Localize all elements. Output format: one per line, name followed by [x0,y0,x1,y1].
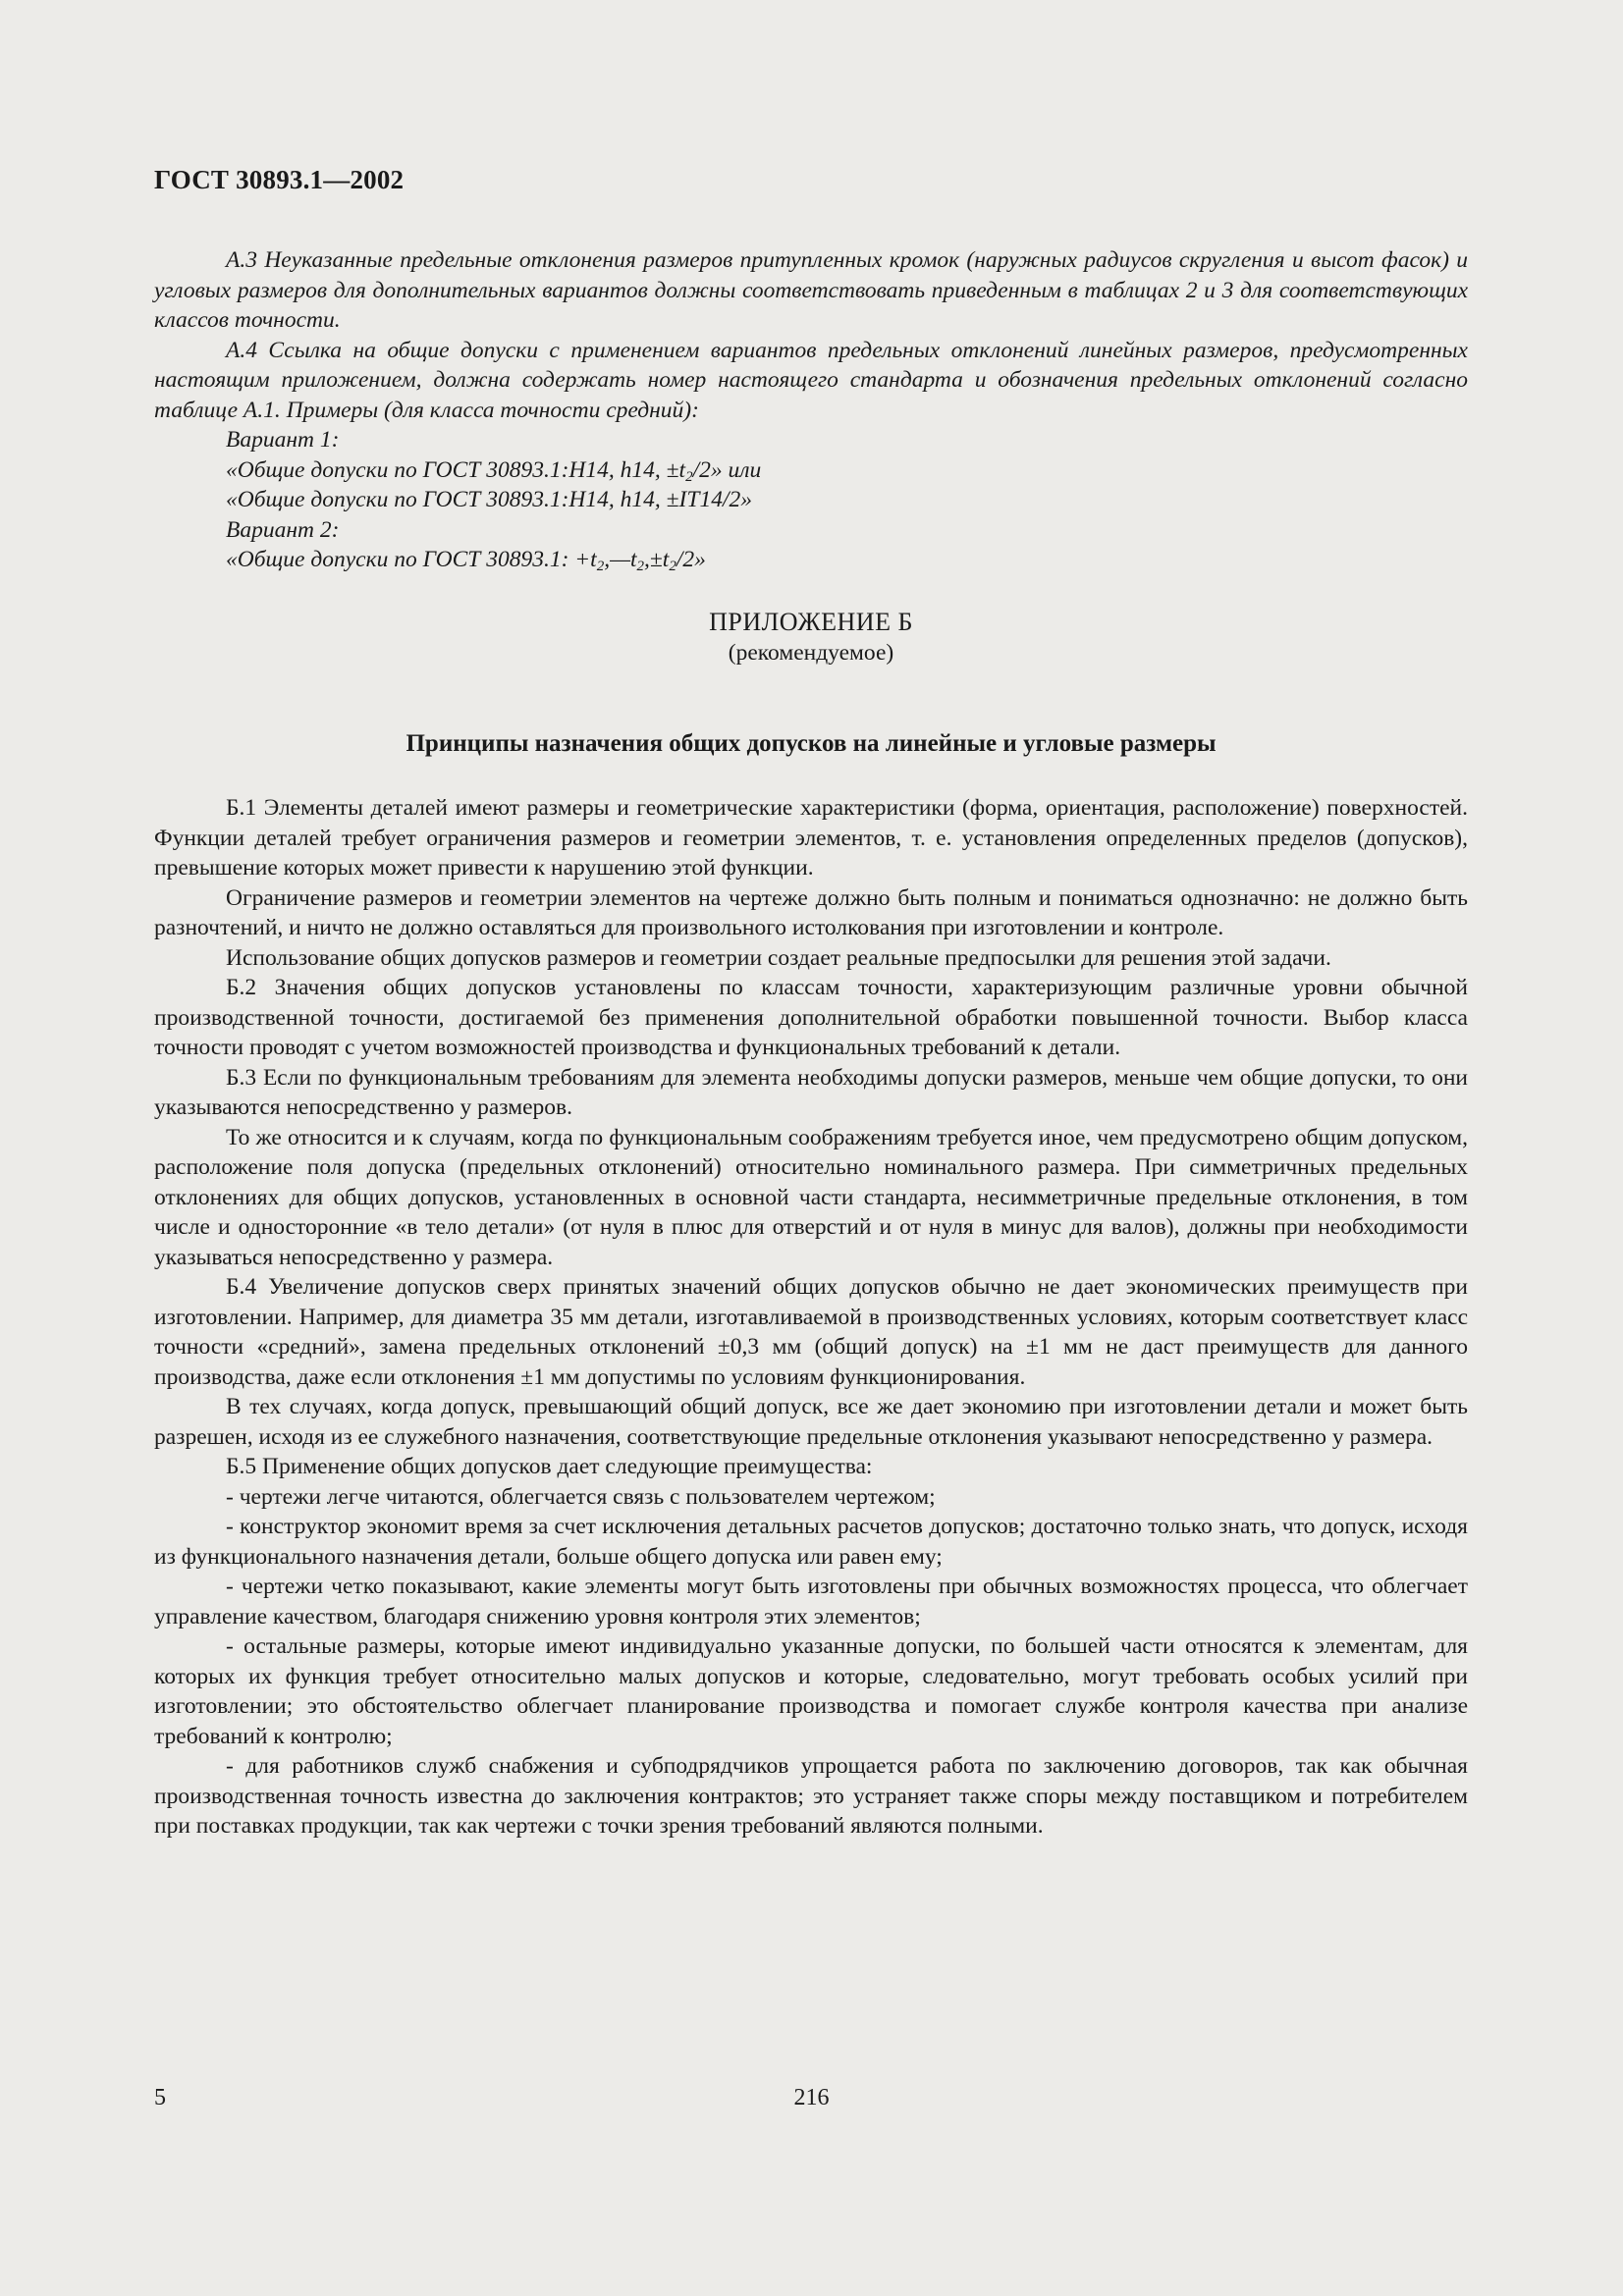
appendix-b-title: ПРИЛОЖЕНИЕ Б [709,608,913,636]
paragraph-b3: Б.3 Если по функциональным требованиям для элемента необходимы допуски размеров, меньше чем общие допуски, то они указываются непосредственно у размеров. [154,1064,1468,1120]
paragraph-a4: А.4 Ссылка на общие допуски с применением вариантов предельных отклонений линейных размеров, предусмотренных настоящим приложением, должна содержать номер настоящего стандарта и обозначения предельных отклонений согласно таблице А.1. Примеры (для класса точности средний): [154,337,1468,423]
variant-2-label: Вариант 2: [226,516,340,543]
list-item: - чертежи легче читаются, облегчается связь с пользователем чертежом; [226,1483,936,1510]
variant-1-label: Вариант 1: [226,427,340,453]
paragraph-b4: Б.4 Увеличение допусков сверх принятых значений общих допусков обычно не дает экономических преимуществ при изготовлении. Например, для диаметра 35 мм детали, изготавливаемой в производственных условиях, которым соответствует класс точности «средний», замена предельных отклонений ±0,3 мм (общий допуск) на ±1 мм не даст преимуществ для данного производства, даже если отклонения ±1 мм допустимы по условиям функционирования. [154,1274,1468,1390]
list-item: - для работников служб снабжения и субподрядчиков упрощается работа по заключению договоров, так как обычная производственная точность известна до заключения контрактов; это устраняет также споры между поставщиком и потребителем при поставках продукции, так как чертежи с точки зрения требований являются полными. [154,1753,1468,1839]
variant-1-example-1: «Общие допуски по ГОСТ 30893.1:Н14, h14, $\pm t_2/2$» или [226,456,762,485]
page-number-left: 5 [154,2085,166,2110]
appendix-b-body [154,793,1468,1842]
appendix-a-continuation [154,245,1468,575]
section-title: Принципы назначения общих допусков на линейные и угловые размеры [406,730,1217,757]
paragraph: В тех случаях, когда допуск, превышающий общий допуск, все же дает экономию при изготовлении детали и может быть разрешен, исходя из ее служебного назначения, соответствующие предельные отклонения указывают непосредственно у размера. [154,1394,1468,1450]
list-item: - конструктор экономит время за счет исключения детальных расчетов допусков; достаточно только знать, что допуск, исходя из функционального назначения детали, больше общего допуска или равен ему; [154,1514,1468,1570]
paragraph: То же относится и к случаям, когда по функциональным соображениям требуется иное, чем предусмотрено общим допуском, расположение поля допуска (предельных отклонений) относительно номинального размера. При симметричных предельных отклонениях для общих допусков, установленных в основной части стандарта, несимметричные предельные отклонения, в том числе и односторонние «в тело детали» (от нуля в плюс для отверстий и от нуля в минус для валов), должны при необходимости указываться непосредственно у размера. [154,1124,1468,1270]
paragraph-b2: Б.2 Значения общих допусков установлены по классам точности, характеризующим различные уровни обычной производственной точности, достигаемой без применения дополнительной обработки повышенной точности. Выбор класса точности проводят с учетом возможностей производства и функциональных требований к детали. [154,975,1468,1060]
paragraph: Использование общих допусков размеров и геометрии создает реальные предпосылки для решения этой задачи. [226,944,1331,971]
variant-2-example: «Общие допуски по ГОСТ 30893.1: $+t_2,—t_2,\pm t_2/2$» [226,547,706,574]
appendix-b-subtitle: (рекомендуемое) [728,640,894,666]
page-number-center: 216 [793,2085,830,2110]
paragraph-b1: Б.1 Элементы деталей имеют размеры и геометрические характеристики (форма, ориентация, расположение) поверхностей. Функции деталей требует ограничения размеров и геометрии элементов, т. е. установления определенных пределов (допусков), превышение которых может привести к нарушению этой функции. [154,795,1468,881]
paragraph-a3: А.3 Неуказанные предельные отклонения размеров притупленных кромок (наружных радиусов скругления и высот фасок) и угловых размеров для дополнительных вариантов должны соответствовать приведенным в таблицах 2 и 3 для соответствующих классов точности. [154,247,1468,333]
list-item: - чертежи четко показывают, какие элементы могут быть изготовлены при обычных возможностях процесса, что облегчает управление качеством, благодаря снижению уровня контроля этих элементов; [154,1574,1468,1629]
variant-1-example-2: «Общие допуски по ГОСТ 30893.1:Н14, h14, ±IT14/2» [226,487,752,512]
paragraph: Ограничение размеров и геометрии элементов на чертеже должно быть полным и пониматься однозначно: не должно быть разночтений, и ничто не должно оставляться для произвольного истолкования при изготовлении и контроле. [154,884,1468,940]
document-id-header: ГОСТ 30893.1—2002 [154,165,405,194]
list-item: - остальные размеры, которые имеют индивидуально указанные допуски, по большей части относятся к элементам, для которых их функция требует относительно малых допусков и которые, следовательно, могут требовать особых усилий при изготовлении; это обстоятельство облегчает планирование производства и помогает службе контроля качества при анализе требований к контролю; [154,1633,1468,1749]
paragraph-b5: Б.5 Применение общих допусков дает следующие преимущества: [226,1454,873,1479]
